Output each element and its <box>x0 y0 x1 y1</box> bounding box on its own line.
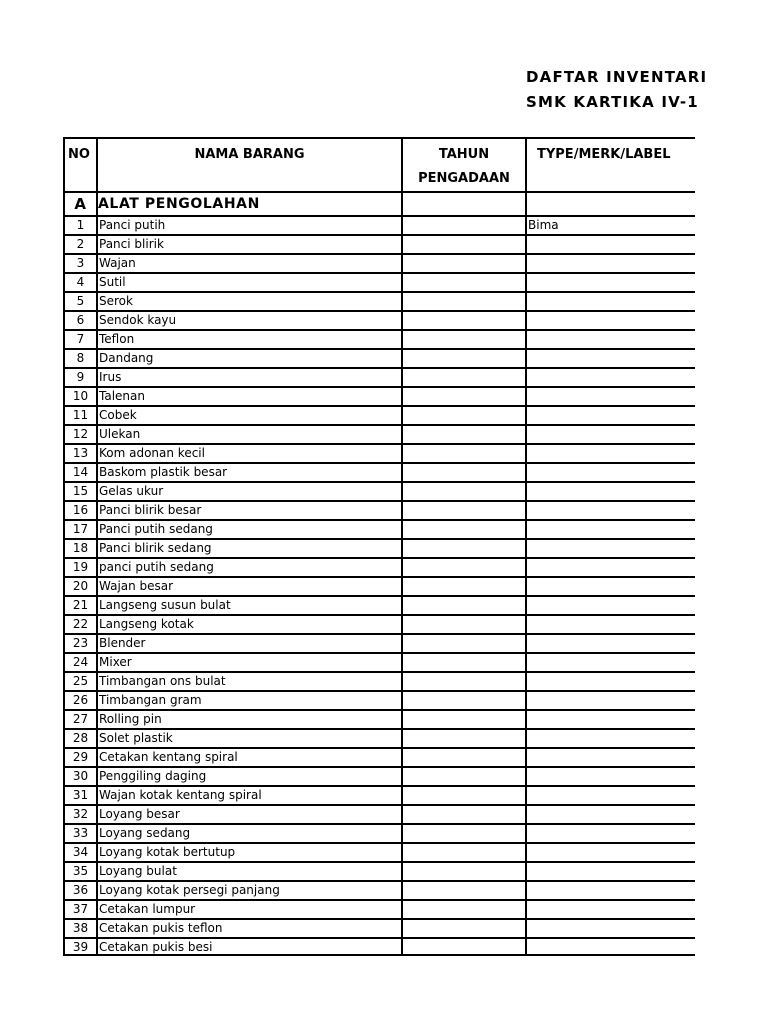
item-year <box>402 368 526 387</box>
item-type <box>526 672 695 691</box>
item-year <box>402 558 526 577</box>
section-year-cell <box>402 192 526 216</box>
inventory-table <box>65 139 695 956</box>
header-year-line2: PENGADAAN <box>418 171 510 186</box>
table-row <box>65 691 695 710</box>
item-name: Sendok kayu <box>97 311 402 330</box>
item-name: Timbangan ons bulat <box>97 672 402 691</box>
table-row <box>65 577 695 596</box>
item-year <box>402 900 526 919</box>
row-number: 20 <box>65 577 97 596</box>
item-name: Wajan besar <box>97 577 402 596</box>
item-type <box>526 349 695 368</box>
item-type <box>526 881 695 900</box>
item-name: Wajan <box>97 254 402 273</box>
item-name: Timbangan gram <box>97 691 402 710</box>
table-row <box>65 501 695 520</box>
item-name: Cetakan pukis teflon <box>97 919 402 938</box>
item-type <box>526 539 695 558</box>
item-type <box>526 919 695 938</box>
item-year <box>402 653 526 672</box>
table-row <box>65 463 695 482</box>
item-name: Loyang kotak persegi panjang <box>97 881 402 900</box>
item-type <box>526 729 695 748</box>
table-row <box>65 748 695 767</box>
item-name: Langseng kotak <box>97 615 402 634</box>
row-number: 22 <box>65 615 97 634</box>
row-number: 29 <box>65 748 97 767</box>
item-type <box>526 558 695 577</box>
table-row <box>65 824 695 843</box>
item-name: Dandang <box>97 349 402 368</box>
item-type <box>526 900 695 919</box>
item-name: Cetakan lumpur <box>97 900 402 919</box>
item-year <box>402 748 526 767</box>
item-type <box>526 824 695 843</box>
document-title: DAFTAR INVENTARI <box>526 68 708 86</box>
item-name: Panci putih <box>97 216 402 235</box>
row-number: 28 <box>65 729 97 748</box>
item-type: Bima <box>526 216 695 235</box>
table-row <box>65 634 695 653</box>
item-year <box>402 330 526 349</box>
row-number: 24 <box>65 653 97 672</box>
row-number: 6 <box>65 311 97 330</box>
item-name: Serok <box>97 292 402 311</box>
item-year <box>402 406 526 425</box>
item-name: Cetakan kentang spiral <box>97 748 402 767</box>
item-type <box>526 596 695 615</box>
table-row <box>65 254 695 273</box>
row-number: 37 <box>65 900 97 919</box>
row-number: 1 <box>65 216 97 235</box>
row-number: 13 <box>65 444 97 463</box>
row-number: 12 <box>65 425 97 444</box>
table-row <box>65 805 695 824</box>
item-year <box>402 862 526 881</box>
item-type <box>526 482 695 501</box>
item-year <box>402 729 526 748</box>
table-row <box>65 672 695 691</box>
row-number: 4 <box>65 273 97 292</box>
item-name: Blender <box>97 634 402 653</box>
row-number: 19 <box>65 558 97 577</box>
item-type <box>526 805 695 824</box>
table-row <box>65 520 695 539</box>
row-number: 8 <box>65 349 97 368</box>
item-name: Panci blirik besar <box>97 501 402 520</box>
item-name: panci putih sedang <box>97 558 402 577</box>
row-number: 14 <box>65 463 97 482</box>
item-name: Cetakan pukis besi <box>97 938 402 956</box>
table-row <box>65 938 695 956</box>
item-year <box>402 881 526 900</box>
row-number: 26 <box>65 691 97 710</box>
item-type <box>526 843 695 862</box>
item-name: Cobek <box>97 406 402 425</box>
table-row <box>65 387 695 406</box>
document-subtitle: SMK KARTIKA IV-1 <box>526 93 699 111</box>
section-letter: A <box>65 192 97 216</box>
item-year <box>402 273 526 292</box>
item-type <box>526 368 695 387</box>
item-name: Sutil <box>97 273 402 292</box>
table-row <box>65 919 695 938</box>
item-type <box>526 501 695 520</box>
row-number: 31 <box>65 786 97 805</box>
table-row <box>65 881 695 900</box>
item-year <box>402 843 526 862</box>
table-row <box>65 729 695 748</box>
item-type <box>526 330 695 349</box>
item-name: Ulekan <box>97 425 402 444</box>
item-year <box>402 463 526 482</box>
section-row <box>65 192 695 216</box>
item-type <box>526 786 695 805</box>
item-year <box>402 387 526 406</box>
table-row <box>65 235 695 254</box>
table-row <box>65 862 695 881</box>
item-year <box>402 235 526 254</box>
table-row <box>65 349 695 368</box>
item-type <box>526 615 695 634</box>
row-number: 21 <box>65 596 97 615</box>
table-row <box>65 368 695 387</box>
header-type: TYPE/MERK/LABEL <box>526 139 695 192</box>
table-row <box>65 558 695 577</box>
row-number: 2 <box>65 235 97 254</box>
item-type <box>526 748 695 767</box>
row-number: 36 <box>65 881 97 900</box>
row-number: 3 <box>65 254 97 273</box>
item-year <box>402 767 526 786</box>
item-type <box>526 444 695 463</box>
section-label: ALAT PENGOLAHAN <box>97 192 402 216</box>
item-year <box>402 349 526 368</box>
item-type <box>526 767 695 786</box>
table-row <box>65 216 695 235</box>
item-year <box>402 311 526 330</box>
header-year-line1: TAHUN <box>438 147 490 162</box>
row-number: 15 <box>65 482 97 501</box>
item-year <box>402 824 526 843</box>
row-number: 27 <box>65 710 97 729</box>
item-year <box>402 482 526 501</box>
row-number: 38 <box>65 919 97 938</box>
table-row <box>65 406 695 425</box>
table-row <box>65 482 695 501</box>
item-type <box>526 235 695 254</box>
table-row <box>65 786 695 805</box>
item-type <box>526 862 695 881</box>
item-year <box>402 501 526 520</box>
item-type <box>526 425 695 444</box>
item-name: Baskom plastik besar <box>97 463 402 482</box>
item-year <box>402 710 526 729</box>
item-year <box>402 634 526 653</box>
table-row <box>65 767 695 786</box>
item-type <box>526 311 695 330</box>
row-number: 17 <box>65 520 97 539</box>
item-year <box>402 938 526 956</box>
item-type <box>526 273 695 292</box>
item-name: Mixer <box>97 653 402 672</box>
row-number: 39 <box>65 938 97 956</box>
item-year <box>402 577 526 596</box>
row-number: 32 <box>65 805 97 824</box>
row-number: 34 <box>65 843 97 862</box>
item-name: Kom adonan kecil <box>97 444 402 463</box>
item-name: Panci blirik <box>97 235 402 254</box>
header-name: NAMA BARANG <box>97 139 402 192</box>
item-name: Langseng susun bulat <box>97 596 402 615</box>
item-name: Rolling pin <box>97 710 402 729</box>
row-number: 25 <box>65 672 97 691</box>
table-row <box>65 710 695 729</box>
item-name: Wajan kotak kentang spiral <box>97 786 402 805</box>
item-type <box>526 938 695 956</box>
table-row <box>65 615 695 634</box>
inventory-table-container <box>63 137 695 956</box>
table-row <box>65 653 695 672</box>
table-row <box>65 425 695 444</box>
table-row <box>65 539 695 558</box>
item-type <box>526 653 695 672</box>
item-type <box>526 577 695 596</box>
item-year <box>402 216 526 235</box>
table-row <box>65 843 695 862</box>
item-year <box>402 691 526 710</box>
item-year <box>402 425 526 444</box>
item-year <box>402 615 526 634</box>
item-name: Teflon <box>97 330 402 349</box>
item-type <box>526 406 695 425</box>
table-row <box>65 292 695 311</box>
item-year <box>402 786 526 805</box>
item-year <box>402 292 526 311</box>
section-type-cell <box>526 192 695 216</box>
table-row <box>65 596 695 615</box>
row-number: 33 <box>65 824 97 843</box>
item-year <box>402 520 526 539</box>
table-row <box>65 900 695 919</box>
table-row <box>65 311 695 330</box>
row-number: 10 <box>65 387 97 406</box>
table-row <box>65 273 695 292</box>
item-type <box>526 292 695 311</box>
row-number: 9 <box>65 368 97 387</box>
table-row <box>65 444 695 463</box>
row-number: 23 <box>65 634 97 653</box>
item-name: Panci putih sedang <box>97 520 402 539</box>
item-type <box>526 710 695 729</box>
item-year <box>402 919 526 938</box>
item-name: Panci blirik sedang <box>97 539 402 558</box>
row-number: 35 <box>65 862 97 881</box>
item-type <box>526 254 695 273</box>
item-year <box>402 539 526 558</box>
item-name: Penggiling daging <box>97 767 402 786</box>
header-year <box>402 139 526 192</box>
row-number: 18 <box>65 539 97 558</box>
item-name: Loyang bulat <box>97 862 402 881</box>
item-year <box>402 254 526 273</box>
item-year <box>402 672 526 691</box>
item-name: Solet plastik <box>97 729 402 748</box>
item-name: Loyang besar <box>97 805 402 824</box>
item-name: Irus <box>97 368 402 387</box>
table-row <box>65 330 695 349</box>
item-name: Gelas ukur <box>97 482 402 501</box>
header-row <box>65 139 695 192</box>
item-name: Loyang sedang <box>97 824 402 843</box>
item-type <box>526 634 695 653</box>
item-year <box>402 805 526 824</box>
row-number: 30 <box>65 767 97 786</box>
item-type <box>526 387 695 406</box>
row-number: 7 <box>65 330 97 349</box>
row-number: 11 <box>65 406 97 425</box>
row-number: 16 <box>65 501 97 520</box>
item-type <box>526 520 695 539</box>
item-year <box>402 444 526 463</box>
header-no: NO <box>65 139 97 192</box>
row-number: 5 <box>65 292 97 311</box>
item-name: Talenan <box>97 387 402 406</box>
item-name: Loyang kotak bertutup <box>97 843 402 862</box>
item-type <box>526 463 695 482</box>
item-year <box>402 596 526 615</box>
item-type <box>526 691 695 710</box>
